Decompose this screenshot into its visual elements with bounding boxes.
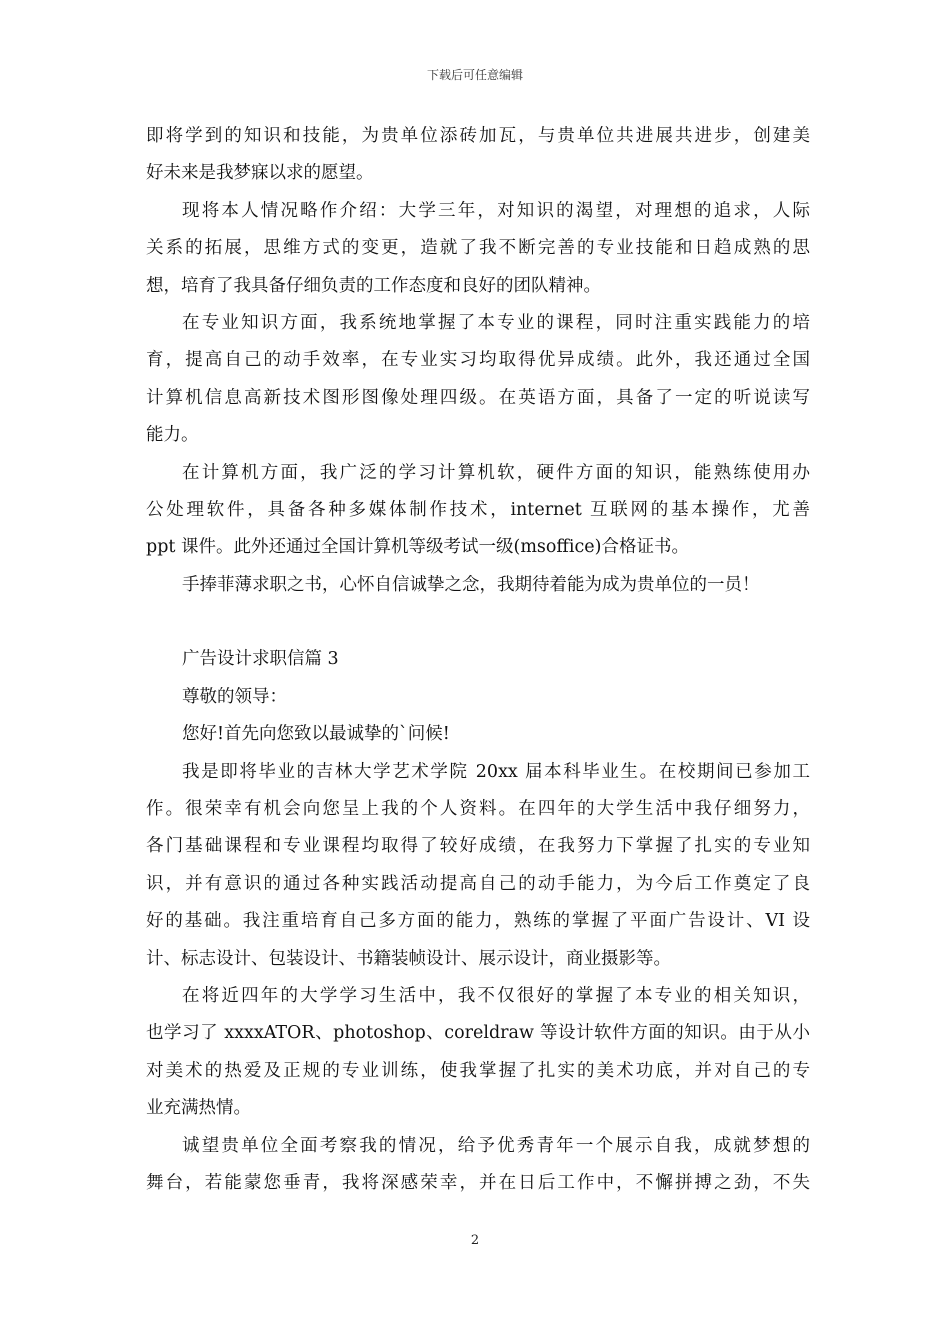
text-line: ppt 课件。此外还通过全国计算机等级考试一级(msoffice)合格证书。 [146,537,689,558]
text-line: 也学习了 xxxxATOR、photoshop、coreldraw 等设计软件方面的知识。由于从小 [146,1023,810,1044]
text-line: 识，并有意识的通过各种实践活动提高自己的动手能力，为今后工作奠定了良 [146,873,810,894]
text-line: 诚望贵单位全面考察我的情况，给予优秀青年一个展示自我，成就梦想的 [182,1135,810,1156]
text-line: 关系的拓展，思维方式的变更，造就了我不断完善的专业技能和日趋成熟的思 [146,238,810,259]
page-header: 下载后可任意编辑 [426,68,523,82]
text-line: 广告设计求职信篇 3 [182,649,339,670]
text-line: 对美术的热爱及正规的专业训练，使我掌握了扎实的美术功底，并对自己的专 [146,1060,810,1081]
text-line: 您好!首先向您致以最诚挚的`问候! [182,724,450,745]
text-line: 在专业知识方面，我系统地掌握了本专业的课程，同时注重实践能力的培 [182,312,810,333]
text-line: 育，提高自己的动手效率，在专业实习均取得优异成绩。此外，我还通过全国 [146,350,810,371]
text-line: 好的基础。我注重培育自己多方面的能力，熟练的掌握了平面广告设计、VI 设 [146,911,810,932]
page-number: 2 [470,1233,480,1248]
text-line: 能力。 [146,425,199,446]
document-body [146,118,810,1202]
text-line: 即将学到的知识和技能，为贵单位添砖加瓦，与贵单位共进展共进步，创建美 [146,126,810,146]
text-line: 计算机信息高新技术图形图像处理四级。在英语方面，具备了一定的听说读写 [146,387,810,408]
text-line: 公处理软件，具备各种多媒体制作技术，internet 互联网的基本操作，尤善 [146,499,810,520]
text-line: 业充满热情。 [146,1098,251,1119]
text-line: 手捧菲薄求职之书，心怀自信诚挚之念，我期待着能为成为贵单位的一员！ [182,574,760,595]
text-line: 好未来是我梦寐以求的愿望。 [146,163,374,184]
text-line: 我是即将毕业的吉林大学艺术学院 20xx 届本科毕业生。在校期间已参加工 [182,761,810,782]
text-line: 现将本人情况略作介绍：大学三年，对知识的渴望，对理想的追求，人际 [182,200,810,221]
text-line: 各门基础课程和专业课程均取得了较好成绩，在我努力下掌握了扎实的专业知 [146,836,810,857]
text-line: 作。很荣幸有机会向您呈上我的个人资料。在四年的大学生活中我仔细努力， [146,799,810,820]
paragraph-gap [146,604,810,641]
text-line: 在计算机方面，我广泛的学习计算机软，硬件方面的知识，能熟练使用办 [182,462,810,483]
text-line: 想，培育了我具备仔细负责的工作态度和良好的团队精神。 [146,275,601,296]
text-line: 计、标志设计、包装设计、书籍装帧设计、展示设计，商业摄影等。 [146,948,671,969]
text-line: 在将近四年的大学学习生活中，我不仅很好的掌握了本专业的相关知识， [182,985,810,1006]
text-line: 舞台，若能蒙您垂青，我将深感荣幸，并在日后工作中，不懈拼搏之劲，不失 [146,1172,810,1193]
text-line: 尊敬的领导： [182,686,287,707]
